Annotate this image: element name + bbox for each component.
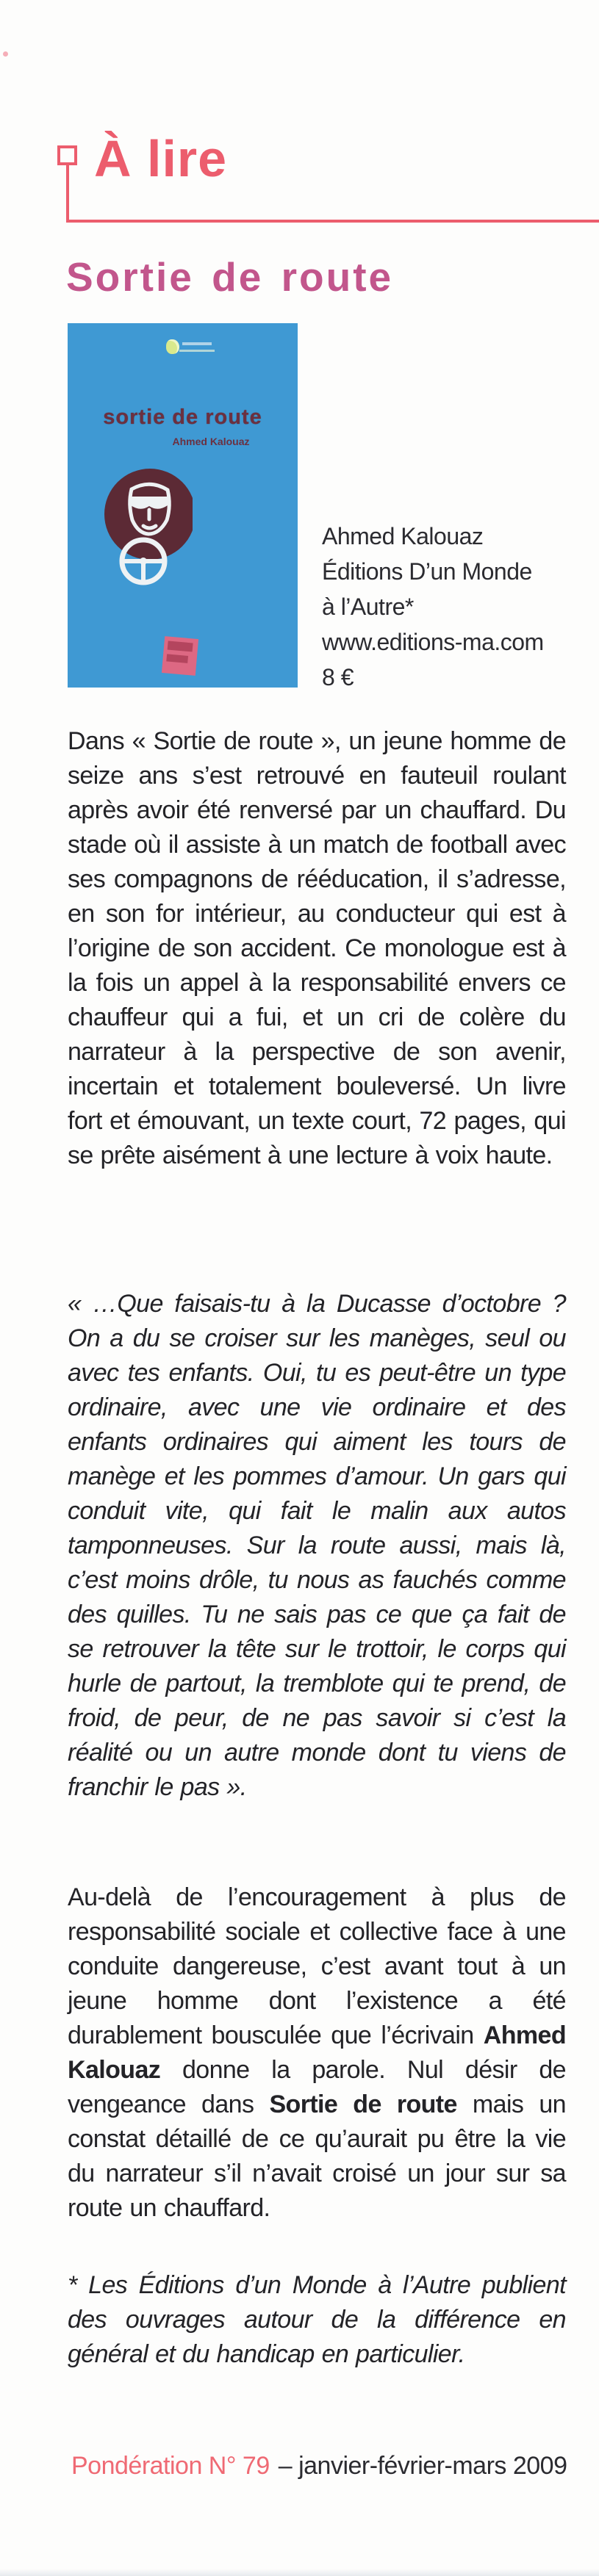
book-info — [322, 519, 572, 695]
cover-author: Ahmed Kalouaz — [172, 436, 250, 447]
header-rule — [66, 220, 599, 223]
commentary-text: Au-delà de l’encouragement à plus de responsabilité sociale et collective face à une conduite dangereuse, c’est avant tout à un jeune homme dont l’existence a été durablement bousculée que l’écrivain — [68, 1883, 566, 2049]
author-name-bold: Ahmed Kalouaz — [68, 2021, 566, 2084]
article-title: Sortie de route — [66, 254, 394, 300]
book-author: Ahmed Kalouaz — [322, 523, 484, 549]
issue-date: – janvier-février-mars 2009 — [278, 2452, 567, 2480]
sticker-mark — [168, 641, 193, 652]
publisher-logo-icon — [147, 338, 217, 358]
scan-edge — [0, 2569, 599, 2576]
header-connector-line — [66, 165, 69, 221]
journal-name: Pondération N° 79 — [71, 2452, 270, 2480]
book-publisher-line2: à l’Autre* — [322, 594, 414, 620]
paragraph-commentary — [68, 1880, 566, 2226]
section-title: À lire — [94, 130, 228, 187]
commentary-text: donne la parole. Nul désir de vengeance dans — [68, 2056, 566, 2118]
paragraph-quote: « …Que faisais-tu à la Ducasse d’octobre ? On a du se croiser sur les manèges, seul ou avec tes enfants. Oui, tu es peut-être un type ordinaire, avec une vie ordinaire et des enfants ordinaires qui aiment les tours de manège et les pommes d’amour. Un gars qui conduit vite, qui fait le malin aux autos tamponneuses. Sur la route aussi, mais là, c’est moins drôle, tu nous as fauchés comme des quilles. Tu ne sais pas ce que ça fait de se retrouver la tête sur le trottoir, le corps qui hurle de partout, la tremblote qui te prend, de froid, de peur, de ne pas savoir si c’est la réalité ou un autre monde dont tu viens de franchir le pas ». — [68, 1290, 566, 1801]
sticker-mark — [166, 654, 188, 663]
logo-blob — [166, 339, 179, 354]
logo-mark-line — [182, 342, 212, 345]
paragraph-summary: Dans « Sortie de route », un jeune homme de seize ans s’est retrouvé en fauteuil roulant après avoir été renversé par un chauffard. Du stade où il assiste à un match de football avec ses compagnons de rééducation, il s’adresse, en son for intérieur, au conducteur qui est à l’origine de son accident. Ce monologue est à la fois un appel à la responsabilité envers ce chauffeur qui a fui, et un cri de colère du narrateur à la perspective de son avenir, incertain et totalement bouleversé. Un livre fort et émouvant, un texte court, 72 pages, qui se prête aisément à une lecture à voix haute. — [68, 727, 566, 1169]
page-footer — [71, 2452, 571, 2481]
driver-figure-icon — [97, 466, 193, 591]
book-publisher-line1: Éditions D’un Monde — [322, 558, 532, 585]
book-cover — [68, 323, 298, 688]
book-price: 8 € — [322, 664, 354, 690]
book-website: www.editions-ma.com — [322, 629, 544, 655]
cover-title: sortie de route — [103, 405, 262, 429]
book-title-bold: Sortie de route — [269, 2090, 457, 2118]
scan-speck — [3, 51, 8, 57]
logo-mark-line — [179, 350, 215, 352]
commentary-text: mais un constat détaillé de ce qu’aurait pu être la vie du narrateur s’il n’avait croisé un jour sur sa route un chauffard. — [68, 2090, 566, 2222]
corner-square-icon — [57, 145, 77, 165]
price-sticker — [162, 636, 198, 676]
footnote: * Les Éditions d’un Monde à l’Autre publient des ouvrages autour de la différence en général et du handicap en particulier. — [68, 2271, 566, 2368]
